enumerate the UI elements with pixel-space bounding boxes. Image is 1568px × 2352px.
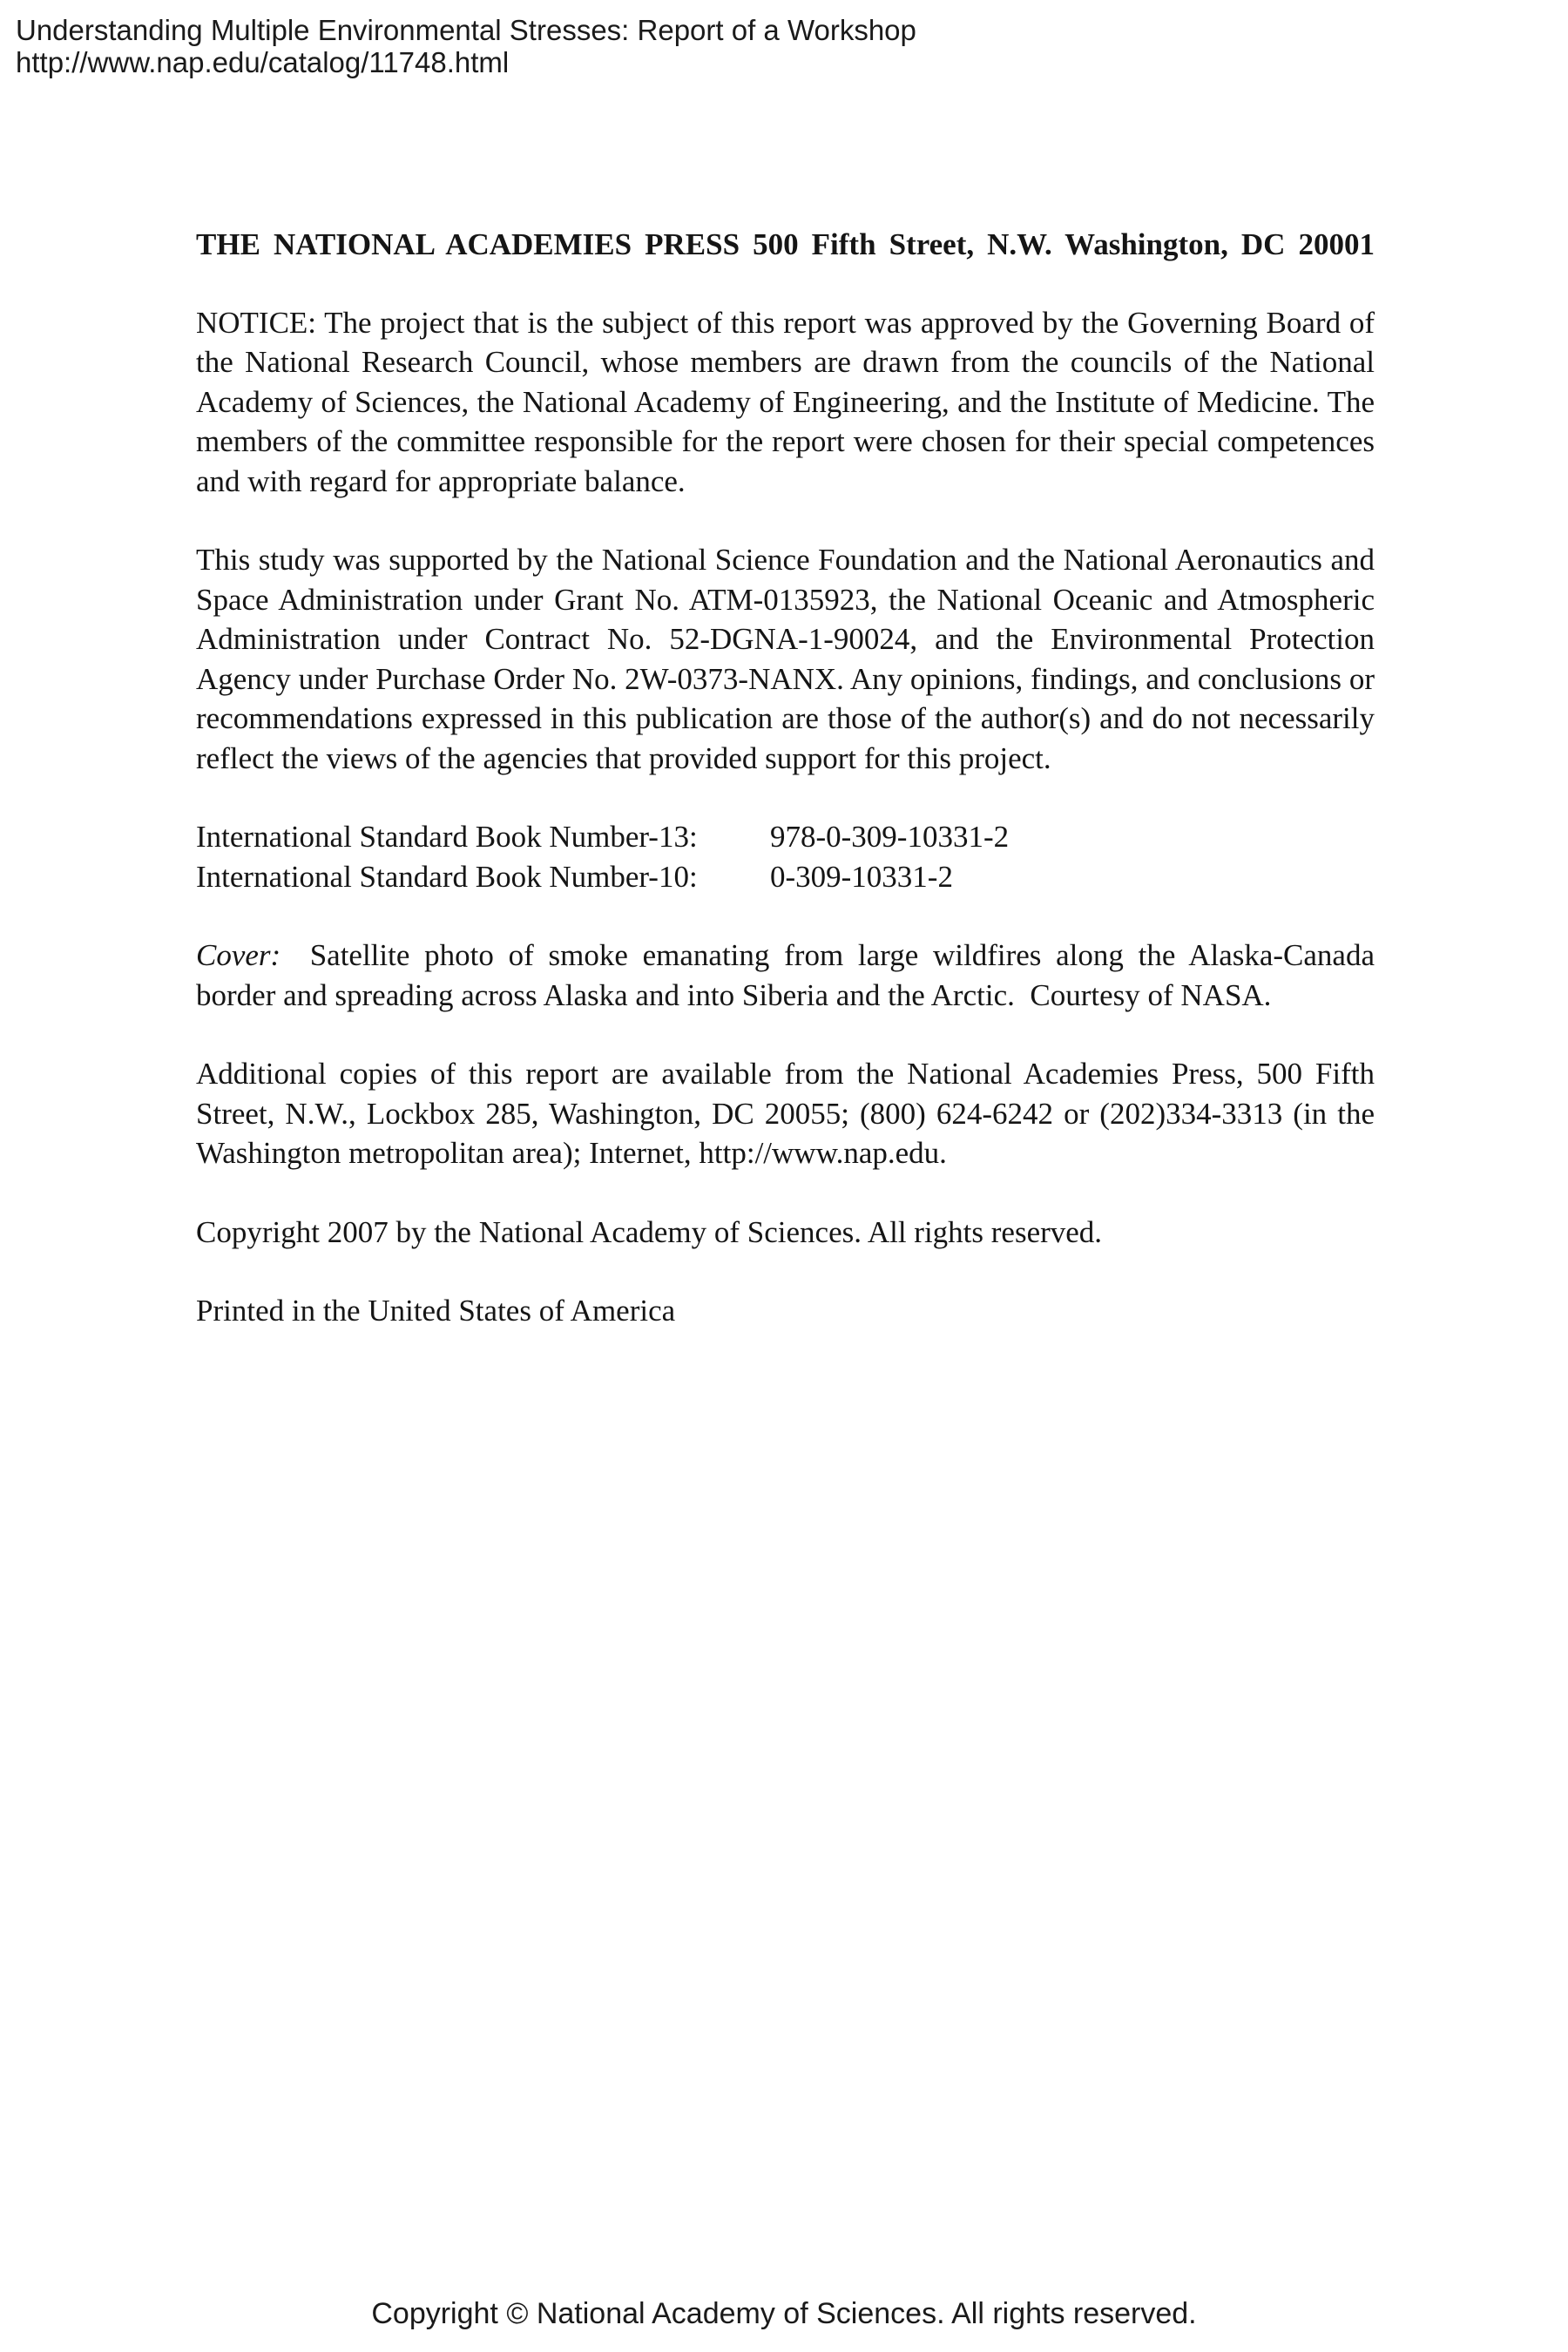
cover-text: Satellite photo of smoke emanating from large wildfires along the Alaska-Canada border and spreading across Alaska and into Siberia and the Arctic. Courtesy of NASA.	[196, 938, 1382, 1012]
cover-label: Cover:	[196, 938, 281, 972]
support-paragraph: This study was supported by the National Science Foundation and the National Aeronautics and Space Administration under Grant No. ATM-0135923, the National Oceanic and Atmospheric Administration under Contract No. 52-DGNA-1-90024, and the Environmental Protection Agency under Purchase Order No. 2W-0373-NANX. Any opinions, findings, and conclusions or recommendations expressed in this publication are those of the author(s) and do not necessarily reflect the views of the agencies that provided support for this project.	[196, 543, 1375, 775]
notice-paragraph: NOTICE: The project that is the subject of this report was approved by the Governing Board of the National Research Council, whose members are drawn from the councils of the National Academy of Sciences, the National Academy of Engineering, and the Institute of Medicine. The members of the committee responsible for the report were chosen for their special competences and with regard for appropriate balance.	[196, 305, 1375, 498]
page-footer: Copyright © National Academy of Sciences. All rights reserved.	[371, 2297, 1197, 2330]
additional-copies-paragraph: Additional copies of this report are available from the National Academies Press, 500 Fifth Street, N.W., Lockbox 285, Washington, DC 20055; (800) 624-6242 or (202)334-3313 (in the Washington metropolitan area); Internet, http://www.nap.edu.	[196, 1057, 1375, 1170]
isbn-13-label: International Standard Book Number-13:	[196, 820, 698, 854]
isbn-10-value: 0-309-10331-2	[770, 859, 953, 894]
copyright-statement: Copyright 2007 by the National Academy of Sciences. All rights reserved.	[196, 1214, 1103, 1249]
isbn-10-label: International Standard Book Number-10:	[196, 859, 698, 894]
printed-statement: Printed in the United States of America	[196, 1294, 676, 1328]
copyright-page-body	[196, 225, 1382, 1370]
catalog-url: http://www.nap.edu/catalog/11748.html	[16, 46, 510, 78]
isbn-block	[196, 817, 1375, 896]
isbn-10-row	[196, 857, 1375, 897]
running-header	[16, 14, 916, 78]
report-title: Understanding Multiple Environmental Stresses: Report of a Workshop	[16, 14, 916, 46]
isbn-13-row	[196, 817, 1375, 857]
publisher-address-line: THE NATIONAL ACADEMIES PRESS 500 Fifth Street, N.W. Washington, DC 20001	[196, 227, 1375, 261]
isbn-13-value: 978-0-309-10331-2	[770, 820, 1010, 854]
cover-paragraph	[196, 936, 1382, 1015]
